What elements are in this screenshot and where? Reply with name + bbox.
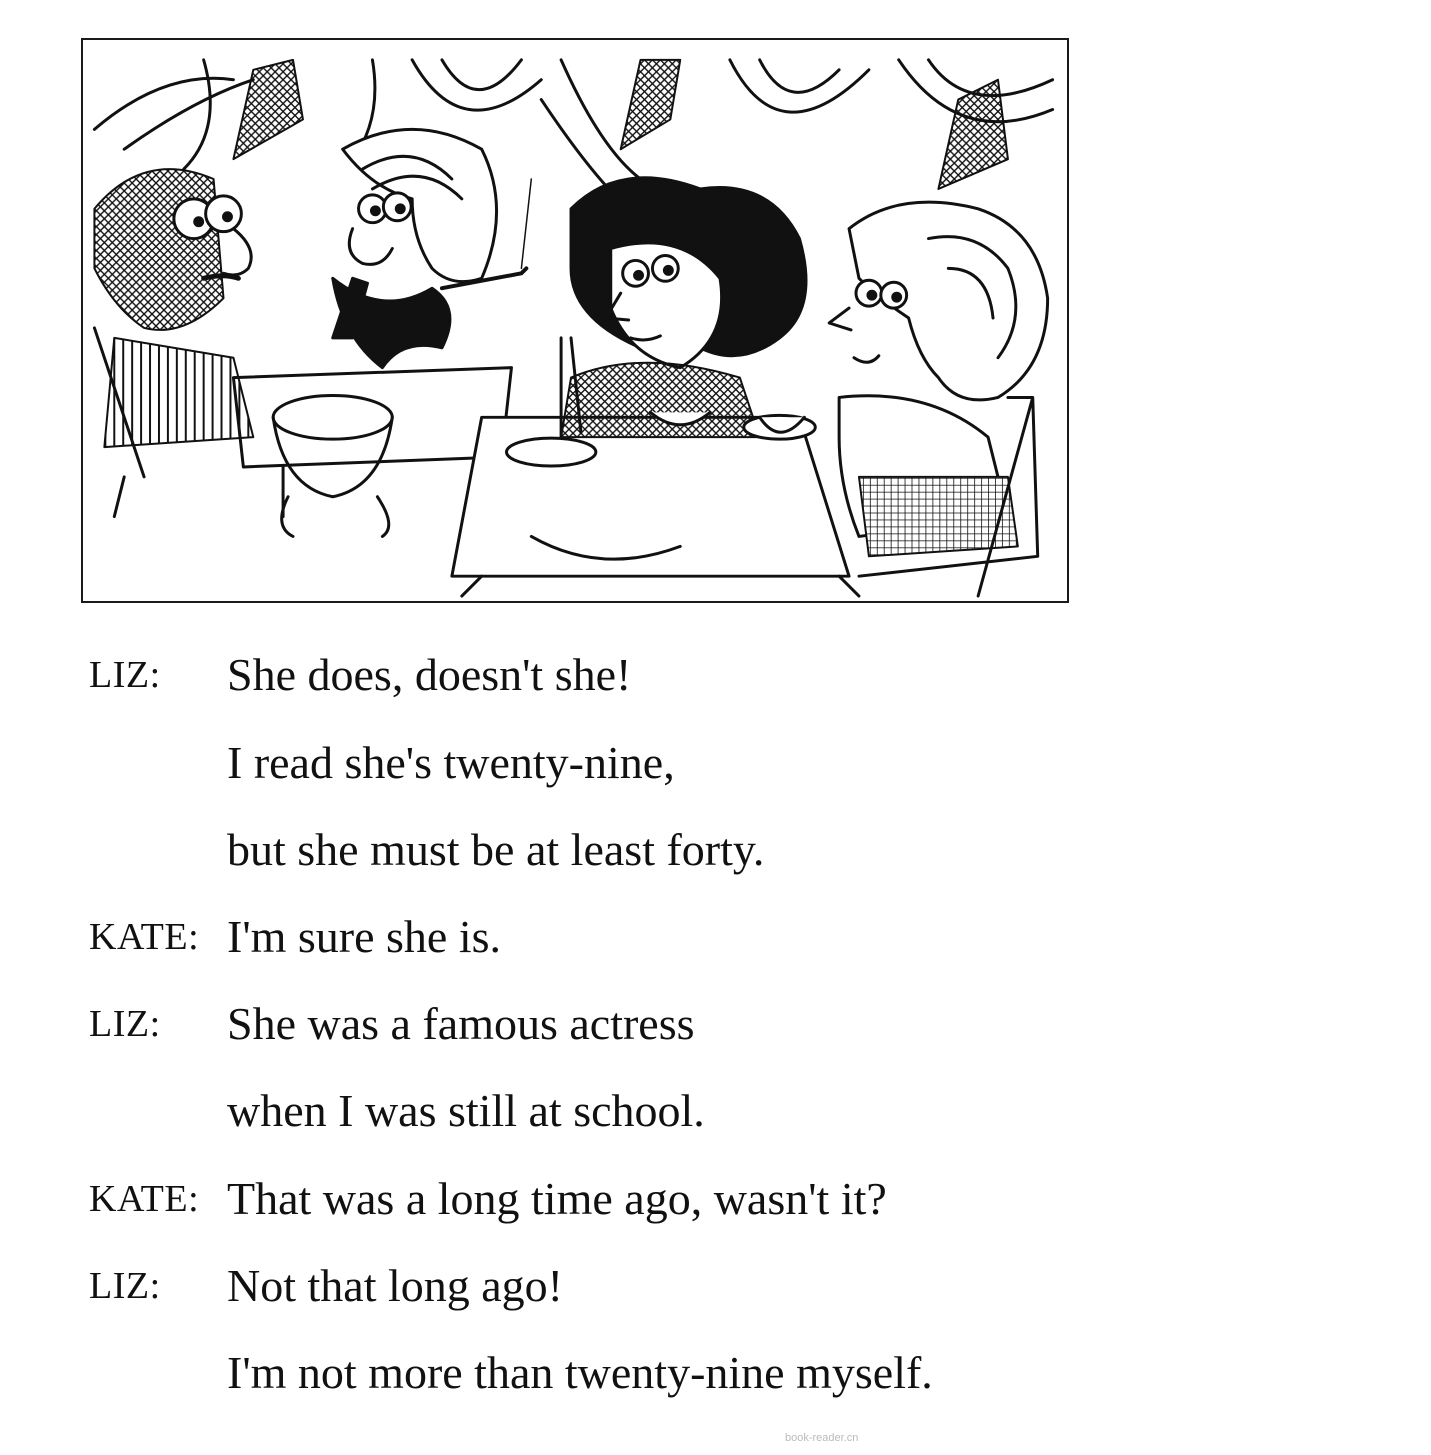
dialogue-text: but she must be at least forty. (227, 824, 765, 875)
dialogue-text: She does, doesn't she! (227, 649, 632, 700)
speaker-label: LIZ: (89, 654, 161, 696)
speaker-label: LIZ: (89, 1003, 161, 1045)
speaker-label: KATE: (89, 1178, 200, 1220)
dialogue-text: I read she's twenty-nine, (227, 737, 675, 788)
dialogue-text: Not that long ago! (227, 1260, 563, 1311)
dialogue-text: I'm not more than twenty-nine myself. (227, 1347, 933, 1398)
cartoon-illustration (81, 38, 1069, 603)
speaker-label: KATE: (89, 916, 200, 958)
speaker-label: LIZ: (89, 1265, 161, 1307)
dialogue-text: I'm sure she is. (227, 911, 502, 962)
dialogue-text: She was a famous actress (227, 998, 695, 1049)
watermark-text: book-reader.cn (785, 1432, 859, 1444)
dialogue-text: That was a long time ago, wasn't it? (227, 1173, 887, 1224)
dialogue-text: when I was still at school. (227, 1085, 705, 1136)
